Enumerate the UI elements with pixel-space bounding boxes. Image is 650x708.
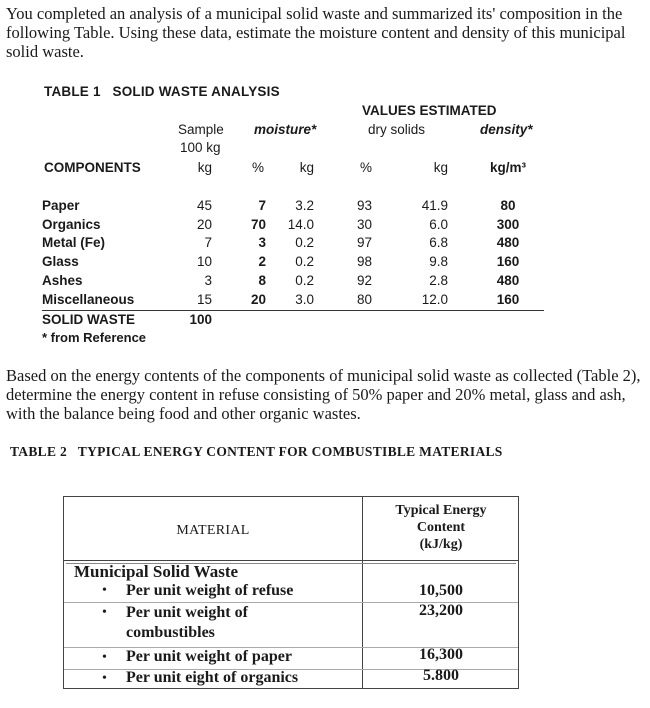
unit-dry-pct: % [359,160,372,175]
item-refuse: Per unit weight of refuse [126,582,294,599]
total-label: SOLID WASTE [42,312,136,327]
density-value: 80 [500,198,516,213]
sample-kg: 15 [196,291,212,307]
dry-kg: 6.8 [429,235,448,251]
components-header: COMPONENTS [44,160,141,175]
component-name: Ashes [42,272,83,288]
moisture-pct: 2 [258,254,266,270]
density-value: 160 [496,254,520,270]
dry-kg: 41.9 [421,198,448,213]
table-row [0,217,650,235]
density-value: 480 [496,235,520,251]
table2-column-divider [362,497,363,688]
unit-density: kg/m³ [489,160,526,175]
table1-title: TABLE 1 SOLID WASTE ANALYSIS [44,84,280,99]
dry-kg: 9.8 [429,254,448,270]
moisture-kg: 3.2 [295,198,314,213]
table-row [0,235,650,253]
item-paper: Per unit weight of paper [126,648,292,665]
value-refuse: 10,500 [419,582,463,599]
density-header: density* [480,122,533,137]
component-name: Miscellaneous [42,291,135,307]
table2-title: TABLE 2 TYPICAL ENERGY CONTENT FOR COMBUSTIBLE MATERIALS [10,444,503,459]
unit-moisture-pct: % [251,160,264,175]
table-row [0,273,650,291]
item-organics: Per unit eight of organics [126,669,299,686]
moisture-kg: 14.0 [287,216,314,232]
moisture-kg: 0.2 [295,272,314,288]
sample-kg: 7 [204,235,212,251]
bullet-3: • [102,650,107,665]
group-label: Municipal Solid Waste [74,562,239,581]
bullet-1: • [102,583,107,598]
dry-pct: 93 [356,198,372,213]
dry-solids-header: dry solids [368,122,426,137]
sample-header: Sample [178,122,224,137]
moisture-pct: 3 [258,235,266,251]
table1-footnote: * from Reference [42,330,147,345]
energy-header-line3: (kJ/kg) [419,537,463,552]
sample-kg: 10 [196,254,212,270]
value-paper: 16,300 [419,646,463,663]
component-name: Paper [42,198,80,213]
dry-kg: 6.0 [429,216,448,232]
energy-header-line1: Typical Energy [395,503,487,518]
item-combustibles-line1: Per unit weight of [126,604,248,621]
sample-kg: 20 [196,216,212,232]
table1-total-rule [42,310,544,311]
dry-pct: 30 [356,216,372,232]
table2-header-rule [64,560,518,561]
table-row [0,292,650,310]
dry-kg: 2.8 [429,272,448,288]
item-combustibles-line2: combustibles [126,624,215,641]
component-name: Metal (Fe) [42,235,106,251]
dry-kg: 12.0 [421,291,448,307]
value-combustibles: 23,200 [419,602,463,619]
moisture-pct: 20 [250,291,266,307]
energy-header-line2: Content [416,520,466,535]
dry-pct: 97 [356,235,372,251]
component-name: Organics [42,216,101,232]
unit-dry-kg: kg [433,160,448,175]
intro-paragraph: You completed an analysis of a municipal solid waste and summarized its' composition in the following Table. Using these data, estimate the moisture content and density of this municipal solid waste. [6,4,626,61]
bullet-4: • [102,671,107,686]
dry-pct: 98 [356,254,372,270]
table-row [0,254,650,272]
sample-sub-header: 100 kg [180,140,221,155]
moisture-header: moisture* [254,122,317,137]
total-value: 100 [189,312,212,327]
moisture-pct: 70 [250,216,266,232]
sample-kg: 45 [196,198,212,213]
moisture-kg: 0.2 [295,254,314,270]
second-paragraph: Based on the energy contents of the components of municipal solid waste as collected (Table 2), determine the energy content in refuse consisting of 50% paper and 20% metal, glass and ash, with the balance being food and other organic wastes. [6,366,641,423]
density-value: 160 [496,291,520,307]
unit-moisture-kg: kg [299,160,314,175]
density-value: 300 [496,216,520,232]
energy-table [63,496,519,689]
table1-body [0,198,650,310]
moisture-pct: 8 [258,272,266,288]
component-name: Glass [42,254,79,270]
dry-pct: 80 [356,291,372,307]
moisture-kg: 3.0 [295,291,314,307]
density-value: 480 [496,272,520,288]
unit-sample-kg: kg [197,160,212,175]
moisture-pct: 7 [258,198,266,213]
dry-pct: 92 [356,272,372,288]
value-organics: 5.800 [423,667,459,684]
sample-kg: 3 [204,272,212,288]
material-header: MATERIAL [176,523,250,538]
values-estimated-header: VALUES ESTIMATED [362,103,497,118]
bullet-2: • [102,605,107,620]
moisture-kg: 0.2 [295,235,314,251]
table-row [0,198,650,216]
